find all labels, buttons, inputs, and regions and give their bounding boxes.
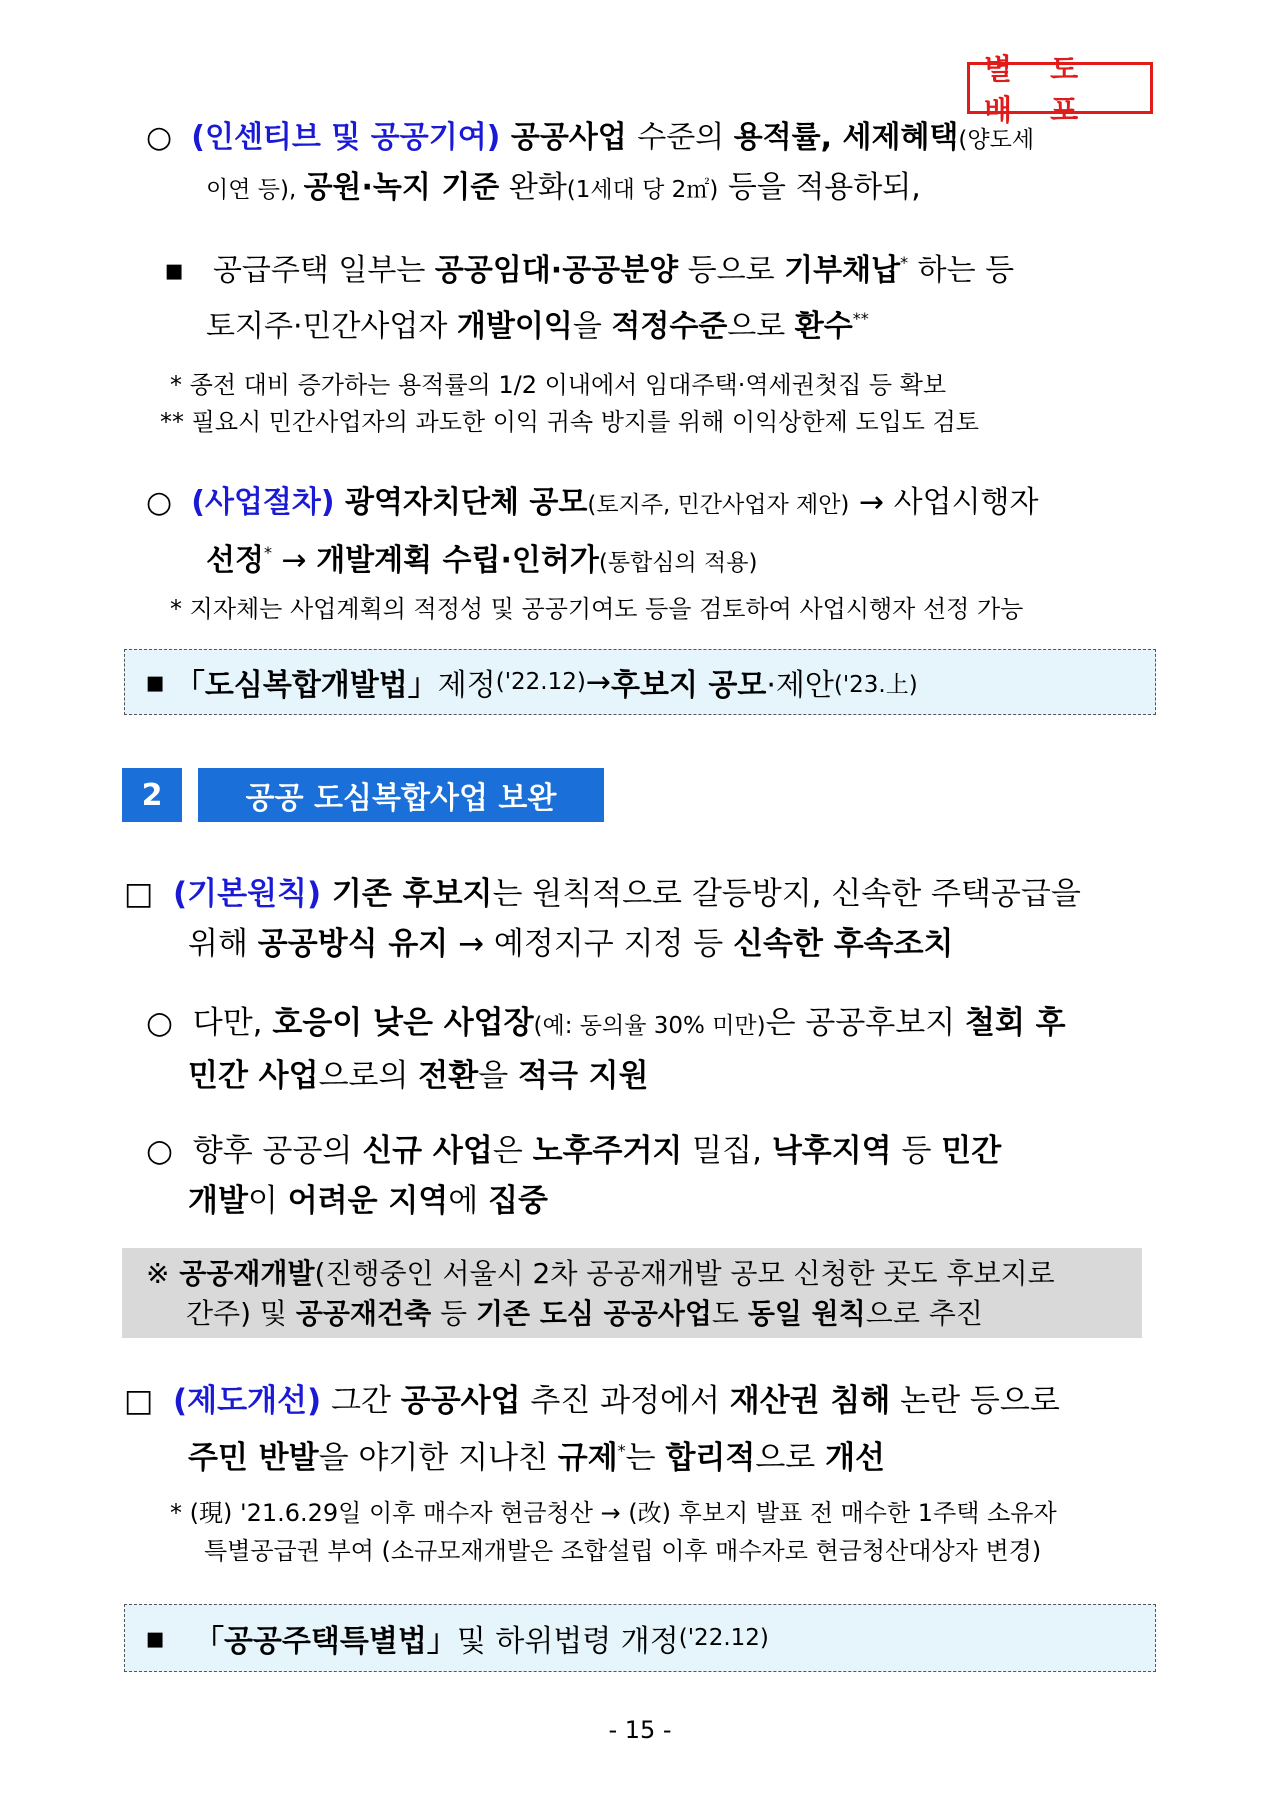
low-response-item xyxy=(146,998,1066,1101)
text-segment: 이연 등), xyxy=(206,177,304,203)
text-segment: 호응이 낮은 사업장 xyxy=(272,1005,534,1041)
text-segment: (통합심의 적용) xyxy=(598,550,758,576)
text-segment: 다만, xyxy=(192,1005,273,1041)
text-segment: 등을 적용하되, xyxy=(718,170,921,205)
checkbox-bullet-icon: □ xyxy=(124,1383,154,1419)
text-segment: 재산권 침해 xyxy=(729,1383,891,1419)
text-segment: 개발이익 xyxy=(456,309,573,344)
text-segment: 적극 지원 xyxy=(518,1058,649,1094)
text-segment: 위해 xyxy=(188,926,258,962)
circle-bullet-icon: ○ xyxy=(146,485,173,520)
text-segment: (예: 동의율 30% 미만) xyxy=(533,1013,766,1039)
text-segment: → 사업시행자 xyxy=(849,485,1039,520)
reference-mark-icon: ※ xyxy=(146,1257,170,1290)
text-segment: 으로 추진 xyxy=(865,1297,983,1330)
section-title: 공공 도심복합사업 보완 xyxy=(198,768,604,822)
footnote-marker: * xyxy=(617,1441,626,1460)
text-segment: → xyxy=(271,543,317,578)
text-segment: 규제 xyxy=(557,1440,618,1476)
text-segment: 신속한 후속조치 xyxy=(733,926,954,962)
text-segment: 간주) 및 xyxy=(186,1297,296,1330)
text-segment: (토지주, 민간사업자 제안) xyxy=(587,492,850,518)
text-segment: 공공사업 xyxy=(400,1383,521,1419)
text-segment: 후보지 공모 xyxy=(611,668,767,703)
page-number: - 15 - xyxy=(608,1716,672,1744)
footnote: 특별공급권 부여 (소규모재개발은 조합설립 이후 매수자로 현금청산대상자 변경) xyxy=(204,1537,1042,1565)
text-segment: (진행중인 서울시 2차 공공재개발 공모 신청한 곳도 후보지로 xyxy=(314,1257,1055,1290)
text-segment: 동일 원칙 xyxy=(747,1297,866,1330)
footnote-marker: * xyxy=(900,253,909,272)
text-segment: 낙후지역 xyxy=(771,1133,892,1169)
text-segment: 을 야기한 지나친 xyxy=(318,1440,558,1476)
text-segment: 광역자치단체 공모 xyxy=(334,485,588,520)
square-bullet-icon: ▪ xyxy=(145,1620,166,1656)
text-segment: ('22.12) xyxy=(678,1625,769,1651)
text-segment: 논란 등으로 xyxy=(890,1383,1060,1419)
text-segment: 집중 xyxy=(488,1183,548,1219)
text-segment: 등 xyxy=(891,1133,942,1169)
text-segment: 신규 사업 xyxy=(362,1133,493,1169)
text-segment: 개발 xyxy=(188,1183,248,1219)
item-label: (제도개선) xyxy=(173,1383,322,1419)
text-segment: 공원·녹지 기준 xyxy=(303,170,500,205)
text-segment: 용적률, 세제혜택 xyxy=(733,120,959,155)
circle-bullet-icon: ○ xyxy=(146,1133,174,1169)
footnote-marker: ** xyxy=(852,309,869,328)
text-segment: → 예정지구 지정 등 xyxy=(448,926,734,962)
footnote: * (現) '21.6.29일 이후 매수자 현금청산 → (改) 후보지 발표 전 매수한 1주택 소유자 xyxy=(170,1499,1057,1527)
text-segment: 선정 xyxy=(206,543,264,578)
square-bullet-icon: ▪ xyxy=(164,253,185,288)
procedure-item xyxy=(146,479,1039,587)
text-segment: 제정 xyxy=(437,668,496,703)
text-segment: 완화 xyxy=(499,170,567,205)
reference-note-box xyxy=(122,1248,1142,1338)
text-segment: 민간 사업 xyxy=(188,1058,319,1094)
text-segment: 민간 xyxy=(941,1133,1002,1169)
text-segment: 기존 도심 공공사업 xyxy=(475,1297,712,1330)
system-improvement-item xyxy=(124,1376,1060,1483)
text-segment: 공공방식 유지 xyxy=(257,926,449,962)
text-segment: 환수 xyxy=(794,309,853,344)
text-segment: 을 xyxy=(478,1058,518,1094)
text-segment: 하는 등 xyxy=(908,253,1015,288)
text-segment: 추진 과정에서 xyxy=(520,1383,730,1419)
footnote-marker: * xyxy=(263,543,272,562)
text-segment: (1세대 당 2㎡) xyxy=(566,177,719,203)
distribution-stamp: 별 도 배 포 xyxy=(967,62,1153,114)
text-segment: 및 하위법령 개정 xyxy=(456,1624,679,1659)
text-segment: 그간 xyxy=(321,1383,401,1419)
circle-bullet-icon: ○ xyxy=(146,1005,174,1041)
section-number: 2 xyxy=(122,768,182,822)
supply-housing-item xyxy=(164,239,1014,351)
text-segment: → xyxy=(585,664,611,700)
text-segment: 노후주거지 xyxy=(532,1133,683,1169)
text-segment: 공급주택 일부는 xyxy=(212,253,435,288)
text-segment: 개선 xyxy=(825,1440,885,1476)
text-segment: 공공재건축 xyxy=(295,1297,432,1330)
item-label: (인센티브 및 공공기여) xyxy=(191,120,501,155)
text-segment: 합리적 xyxy=(665,1440,756,1476)
text-segment: 어려운 지역 xyxy=(287,1183,449,1219)
text-segment: 공공사업 xyxy=(500,120,638,155)
footnote: * 지자체는 사업계획의 적정성 및 공공기여도 등을 검토하여 사업시행자 선정 가능 xyxy=(170,595,1024,623)
text-segment: 으로의 xyxy=(318,1058,419,1094)
text-segment: 적정수준 xyxy=(611,309,728,344)
text-segment: 에 xyxy=(448,1183,489,1219)
incentive-item xyxy=(146,114,1034,214)
text-segment: 「도심복합개발법」 xyxy=(174,668,438,703)
item-label: (기본원칙) xyxy=(173,876,322,912)
law-amendment-note-box xyxy=(124,1604,1156,1672)
legislation-note-box xyxy=(124,649,1156,715)
circle-bullet-icon: ○ xyxy=(146,120,173,155)
text-segment: 「공공주택특별법」 xyxy=(193,1624,457,1659)
square-bullet-icon: ▪ xyxy=(145,664,166,700)
footnote: ** 필요시 민간사업자의 과도한 이익 귀속 방지를 위해 이익상한제 도입도 검토 xyxy=(160,408,979,436)
text-segment: 기부채납 xyxy=(784,253,901,288)
text-segment: 을 xyxy=(572,309,612,344)
text-segment: 은 공공후보지 xyxy=(765,1005,965,1041)
text-segment: 도 xyxy=(711,1297,748,1330)
footnote: * 종전 대비 증가하는 용적률의 1/2 이내에서 임대주택·역세권첫집 등 확보 xyxy=(170,371,947,399)
text-segment: 는 원칙적으로 갈등방지, 신속한 주택공급을 xyxy=(492,876,1081,912)
text-segment: 으로 xyxy=(727,309,795,344)
text-segment: 공공임대·공공분양 xyxy=(434,253,679,288)
text-segment: 철회 후 xyxy=(965,1005,1066,1041)
new-project-item xyxy=(146,1126,1001,1226)
checkbox-bullet-icon: □ xyxy=(124,876,154,912)
text-segment: ·제안 xyxy=(766,668,834,703)
text-segment: 향후 공공의 xyxy=(192,1133,363,1169)
text-segment: 공공재개발 xyxy=(169,1257,315,1290)
text-segment: 기존 후보지 xyxy=(321,876,493,912)
text-segment: 은 xyxy=(492,1133,533,1169)
text-segment: 는 xyxy=(625,1440,666,1476)
text-segment: 으로 xyxy=(755,1440,826,1476)
text-segment: 전환 xyxy=(418,1058,479,1094)
basic-principle-item xyxy=(124,869,1081,969)
text-segment: 주민 반발 xyxy=(188,1440,319,1476)
text-segment: 밀집, xyxy=(682,1133,772,1169)
text-segment: 수준의 xyxy=(637,120,734,155)
text-segment: 개발계획 수립·인허가 xyxy=(316,543,599,578)
text-segment: (양도세 xyxy=(958,127,1035,153)
text-segment: ('23.上) xyxy=(833,671,918,698)
text-segment: 등으로 xyxy=(678,253,785,288)
text-segment: 등 xyxy=(431,1297,476,1330)
text-segment: ('22.12) xyxy=(495,669,586,695)
item-label: (사업절차) xyxy=(191,485,335,520)
text-segment: 토지주·민간사업자 xyxy=(206,309,457,344)
text-segment: 이 xyxy=(247,1183,288,1219)
